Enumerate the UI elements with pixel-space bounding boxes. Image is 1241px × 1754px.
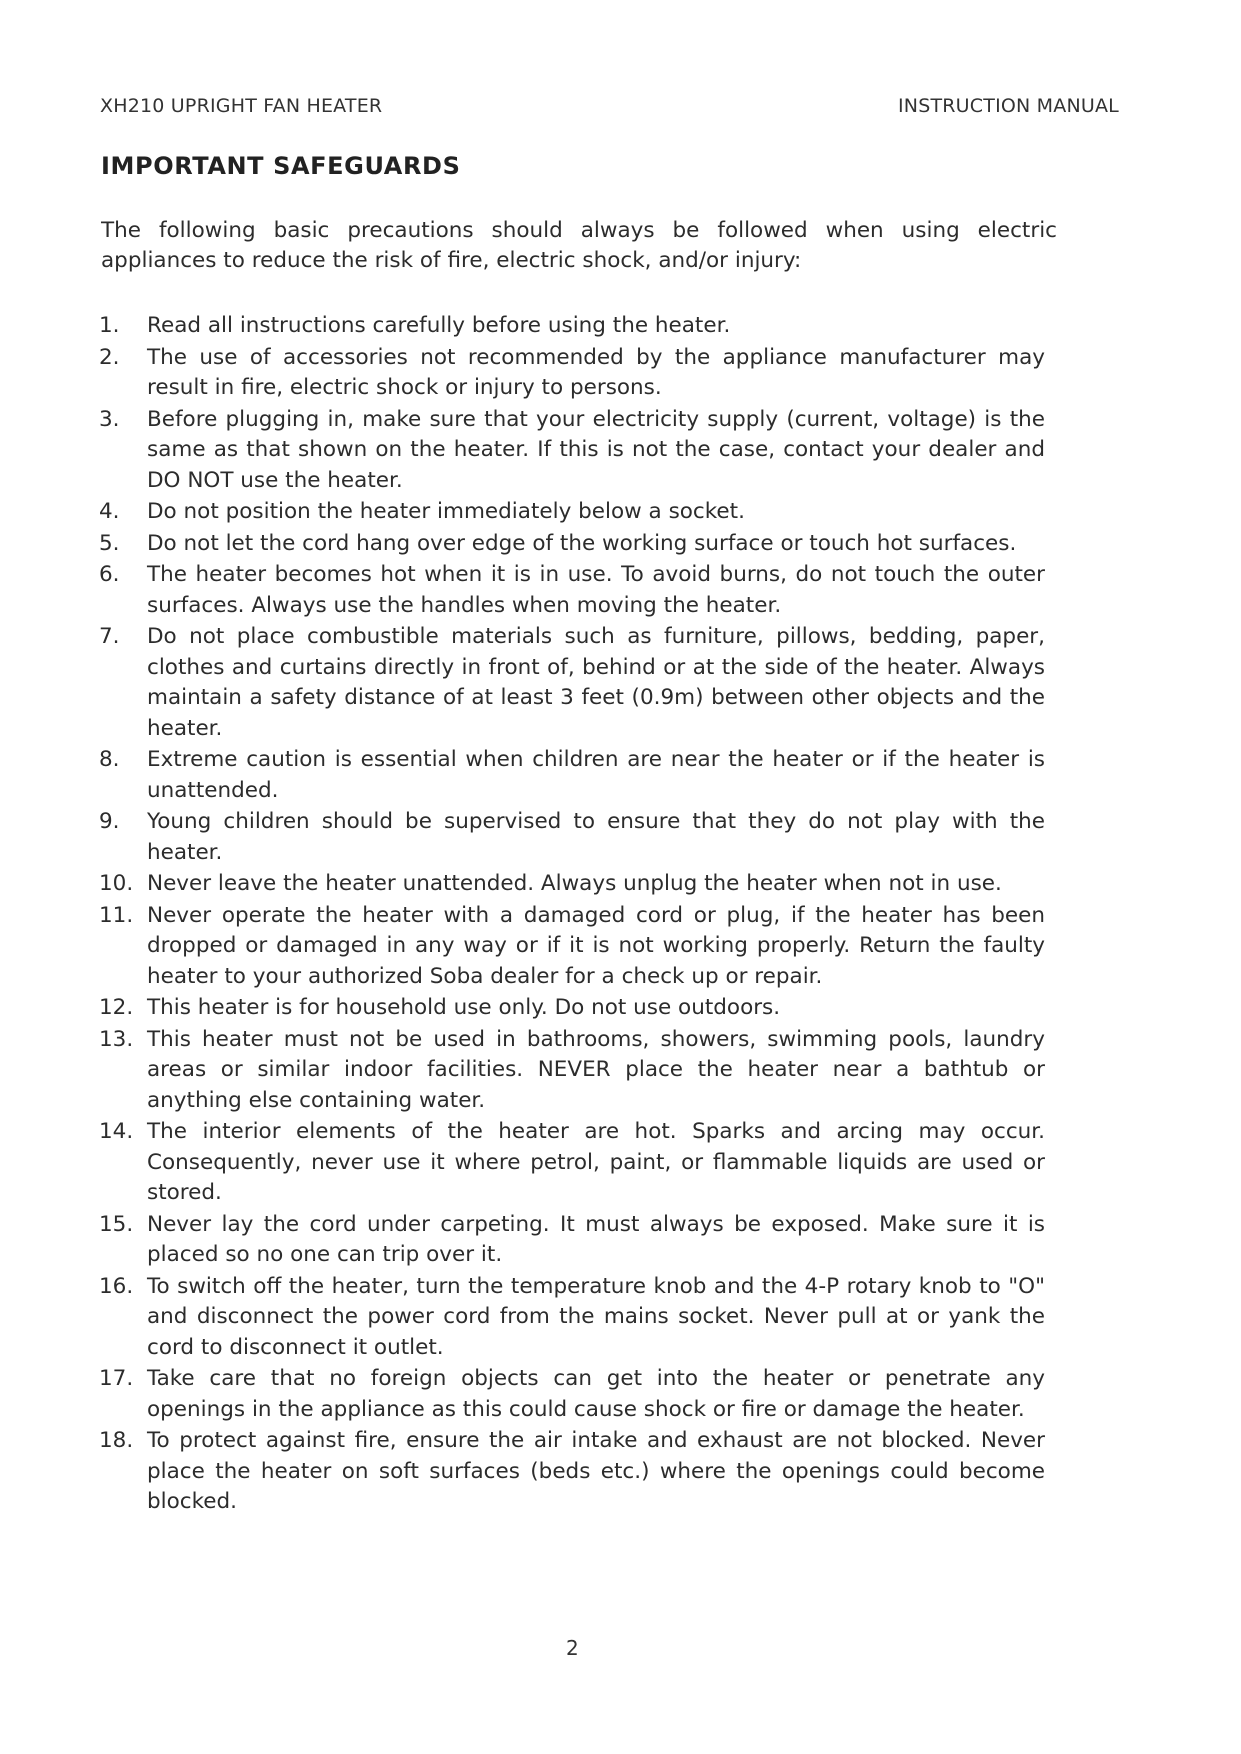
list-item — [0, 1025, 1241, 1117]
item-text: Never operate the heater with a damaged cord or plug, if the heater has been dropped or damaged in any way or if it is not working properly. Return the faulty heater to your authorized Soba dealer for a check up or repair. — [147, 902, 1045, 989]
page-number: 2 — [566, 1636, 579, 1660]
item-number: 13. — [99, 1026, 134, 1052]
item-number: 1. — [99, 313, 120, 338]
item-number: 4. — [99, 499, 120, 524]
intro-line-2: appliances to reduce the risk of fire, electric shock, and/or injury: — [101, 248, 802, 273]
section-title: IMPORTANT SAFEGUARDS — [101, 152, 461, 180]
item-text: The heater becomes hot when it is in use. To avoid burns, do not touch the outer surfaces. Always use the handles when moving the heater. — [147, 562, 1045, 618]
item-number: 5. — [99, 530, 120, 556]
item-number: 17. — [99, 1366, 134, 1391]
list-item — [0, 529, 1241, 560]
intro-line-1: The following basic precautions should always be followed when using electric — [101, 218, 1057, 243]
list-item — [0, 311, 1241, 342]
item-text: Young children should be supervised to ensure that they do not play with the heater. — [147, 809, 1045, 865]
item-text: Take care that no foreign objects can get into the heater or penetrate any openings in the appliance as this could cause shock or fire or damage the heater. — [147, 1366, 1045, 1422]
item-number: 10. — [99, 871, 134, 896]
list-item — [0, 993, 1241, 1024]
list-item — [0, 1364, 1241, 1425]
item-text: Never leave the heater unattended. Always unplug the heater when not in use. — [147, 871, 1002, 896]
item-number: 6. — [99, 562, 120, 587]
item-text: Do not let the cord hang over edge of the working surface or touch hot surfaces. — [147, 530, 1017, 556]
item-number: 3. — [99, 406, 120, 432]
list-item — [0, 901, 1241, 993]
item-number: 7. — [99, 624, 120, 649]
item-number: 2. — [99, 344, 120, 370]
list-item — [0, 1210, 1241, 1271]
list-item — [0, 745, 1241, 806]
list-item — [0, 622, 1241, 744]
item-text: This heater is for household use only. Do not use outdoors. — [147, 995, 781, 1020]
item-number: 11. — [99, 902, 134, 928]
item-text: Before plugging in, make sure that your electricity supply (current, voltage) is the same as that shown on the heater. If this is not the case, contact your dealer and DO NOT use the heater. — [147, 406, 1045, 493]
list-item — [0, 560, 1241, 621]
item-text: The use of accessories not recommended by the appliance manufacturer may result in fire, electric shock or injury to persons. — [147, 344, 1045, 400]
item-number: 14. — [99, 1119, 134, 1144]
list-item — [0, 1426, 1241, 1518]
header-doc-type: INSTRUCTION MANUAL — [898, 95, 1119, 117]
item-number: 16. — [99, 1273, 134, 1299]
item-text: To protect against fire, ensure the air intake and exhaust are not blocked. Never place the heater on soft surfaces (beds etc.) where the openings could become blocked. — [147, 1428, 1045, 1514]
item-text: Do not place combustible materials such as furniture, pillows, bedding, paper, clothes and curtains directly in front of, behind or at the side of the heater. Always maintain a safety distance of at least 3 feet (0.9m) between other objects and the heater. — [147, 624, 1045, 741]
item-text: Never lay the cord under carpeting. It must always be exposed. Make sure it is placed so no one can trip over it. — [147, 1211, 1045, 1267]
item-number: 8. — [99, 747, 120, 772]
list-item — [0, 497, 1241, 528]
header-model: XH210 UPRIGHT FAN HEATER — [100, 95, 383, 117]
item-number: 15. — [99, 1211, 134, 1237]
item-text: Do not position the heater immediately below a socket. — [147, 499, 745, 524]
safeguards-list — [0, 311, 1241, 1519]
list-item — [0, 807, 1241, 868]
list-item — [0, 869, 1241, 900]
item-text: This heater must not be used in bathrooms, showers, swimming pools, laundry areas or similar indoor facilities. NEVER place the heater near a bathtub or anything else containing water. — [147, 1026, 1045, 1113]
intro-paragraph — [101, 216, 1057, 276]
list-item — [0, 1117, 1241, 1209]
item-number: 18. — [99, 1428, 134, 1453]
list-item — [0, 405, 1241, 497]
item-text: Extreme caution is essential when children are near the heater or if the heater is unattended. — [147, 747, 1045, 803]
item-text: Read all instructions carefully before using the heater. — [147, 313, 731, 338]
item-text: The interior elements of the heater are hot. Sparks and arcing may occur. Consequently, never use it where petrol, paint, or flammable liquids are used or stored. — [147, 1119, 1045, 1205]
list-item — [0, 1272, 1241, 1364]
list-item — [0, 343, 1241, 404]
item-text: To switch off the heater, turn the temperature knob and the 4-P rotary knob to "O" and disconnect the power cord from the mains socket. Never pull at or yank the cord to disconnect it outlet. — [147, 1273, 1045, 1360]
item-number: 9. — [99, 809, 120, 834]
item-number: 12. — [99, 995, 134, 1020]
